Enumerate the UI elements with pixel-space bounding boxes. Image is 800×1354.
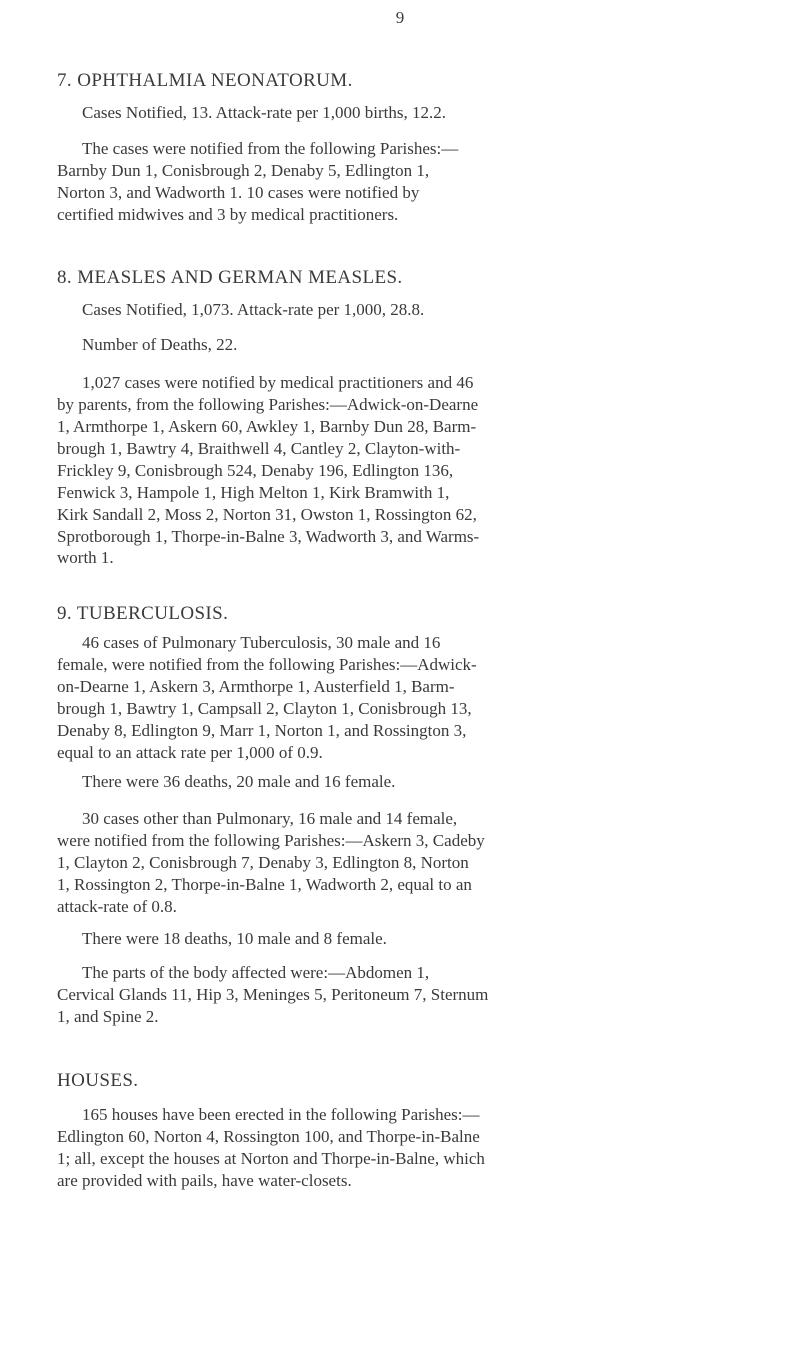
page-number: 9 — [395, 8, 405, 27]
paragraph-line: Frickley 9, Conisbrough 524, Denaby 196, Edlington 136, — [57, 461, 454, 480]
paragraph-line: Cervical Glands 11, Hip 3, Meninges 5, Peritoneum 7, Sternum — [57, 985, 489, 1004]
paragraph-line: 1; all, except the houses at Norton and Thorpe-in-Balne, which — [57, 1149, 485, 1168]
section-heading-tuberculosis: 9. TUBERCULOSIS. — [57, 603, 229, 624]
paragraph-line: Kirk Sandall 2, Moss 2, Norton 31, Owston 1, Rossington 62, — [57, 505, 477, 524]
paragraph-line: were notified from the following Parishes:—Askern 3, Cadeby — [57, 831, 485, 850]
paragraph-line: Barnby Dun 1, Conisbrough 2, Denaby 5, Edlington 1, — [57, 161, 430, 180]
paragraph-line: Cases Notified, 1,073. Attack-rate per 1,000, 28.8. — [82, 300, 425, 319]
paragraph-line: The cases were notified from the following Parishes:— — [82, 139, 459, 158]
paragraph-line: brough 1, Bawtry 1, Campsall 2, Clayton 1, Conisbrough 13, — [57, 699, 472, 718]
paragraph-line: 1,027 cases were notified by medical practitioners and 46 — [82, 373, 474, 392]
paragraph-line: Cases Notified, 13. Attack-rate per 1,000 births, 12.2. — [82, 103, 447, 122]
paragraph-line: equal to an attack rate per 1,000 of 0.9. — [57, 743, 323, 762]
paragraph-line: 1, Clayton 2, Conisbrough 7, Denaby 3, Edlington 8, Norton — [57, 853, 469, 872]
paragraph-line: 46 cases of Pulmonary Tuberculosis, 30 male and 16 — [82, 633, 441, 652]
section-heading-measles: 8. MEASLES AND GERMAN MEASLES. — [57, 267, 403, 288]
paragraph-line: The parts of the body affected were:—Abdomen 1, — [82, 963, 430, 982]
paragraph-line: Edlington 60, Norton 4, Rossington 100, and Thorpe-in-Balne — [57, 1127, 480, 1146]
paragraph-line: 30 cases other than Pulmonary, 16 male and 14 female, — [82, 809, 458, 828]
paragraph-line: Fenwick 3, Hampole 1, High Melton 1, Kirk Bramwith 1, — [57, 483, 450, 502]
section-heading-houses: HOUSES. — [57, 1070, 139, 1091]
paragraph-line: Norton 3, and Wadworth 1. 10 cases were notified by — [57, 183, 420, 202]
paragraph-line: Sprotborough 1, Thorpe-in-Balne 3, Wadworth 3, and Warms- — [57, 527, 480, 546]
paragraph-line: on-Dearne 1, Askern 3, Armthorpe 1, Austerfield 1, Barm- — [57, 677, 455, 696]
paragraph-line: There were 36 deaths, 20 male and 16 female. — [82, 772, 396, 791]
paragraph-line: 1, Rossington 2, Thorpe-in-Balne 1, Wadworth 2, equal to an — [57, 875, 472, 894]
paragraph-line: certified midwives and 3 by medical practitioners. — [57, 205, 399, 224]
paragraph-line: Number of Deaths, 22. — [82, 335, 238, 354]
paragraph-line: There were 18 deaths, 10 male and 8 female. — [82, 929, 387, 948]
paragraph-line: worth 1. — [57, 548, 114, 567]
section-heading-ophthalmia: 7. OPHTHALMIA NEONATORUM. — [57, 70, 353, 91]
paragraph-line: brough 1, Bawtry 4, Braithwell 4, Cantley 2, Clayton-with- — [57, 439, 461, 458]
paragraph-line: are provided with pails, have water-closets. — [57, 1171, 352, 1190]
paragraph-line: by parents, from the following Parishes:—Adwick-on-Dearne — [57, 395, 479, 414]
paragraph-line: attack-rate of 0.8. — [57, 897, 177, 916]
paragraph-line: female, were notified from the following Parishes:—Adwick- — [57, 655, 477, 674]
paragraph-line: 165 houses have been erected in the following Parishes:— — [82, 1105, 480, 1124]
paragraph-line: Denaby 8, Edlington 9, Marr 1, Norton 1, and Rossington 3, — [57, 721, 467, 740]
paragraph-line: 1, Armthorpe 1, Askern 60, Awkley 1, Barnby Dun 28, Barm- — [57, 417, 477, 436]
paragraph-line: 1, and Spine 2. — [57, 1007, 159, 1026]
